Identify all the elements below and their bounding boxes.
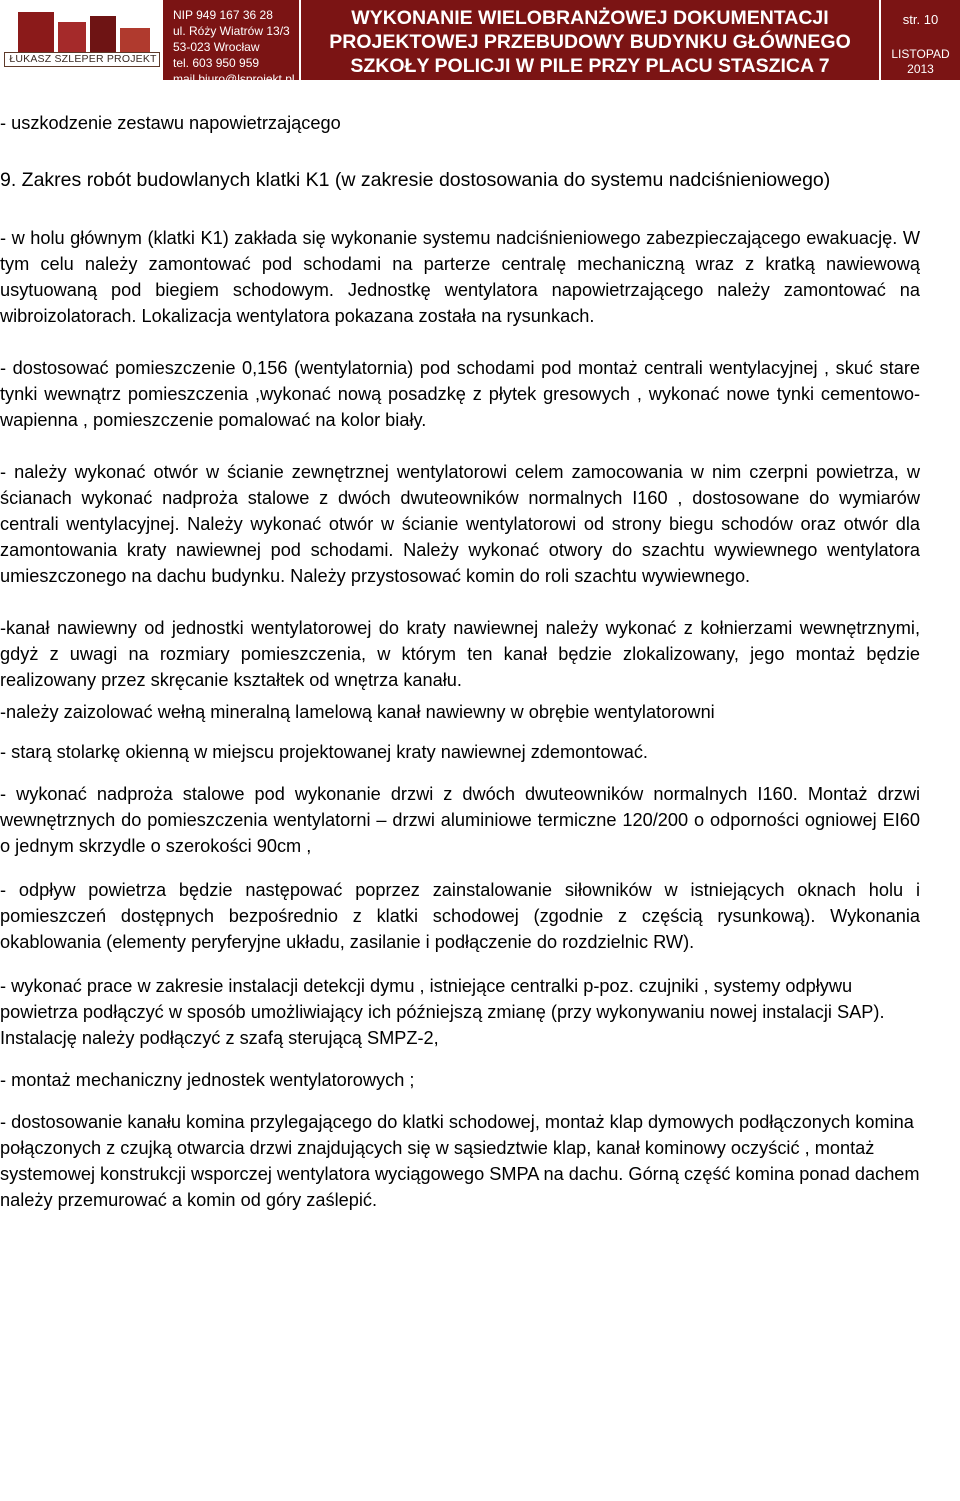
paragraph-window-removal: - starą stolarkę okienną w miejscu projektowanej kraty nawiewnej zdemontować. — [0, 742, 648, 762]
paragraph-fan-room: - dostosować pomieszczenie 0,156 (wentylatornia) pod schodami pod montaż centrali wentylacyjnej , skuć stare tynki wewnątrz pomieszczenia ,wykonać nową posadzkę z płytek gresowych , wykonać nowe tynki cementowo-wapienna , pomieszczenie pomalować na kolor biały. — [0, 358, 920, 430]
page-number: str. 10 — [902, 12, 939, 27]
logo-text: ŁUKASZ SZLEPER PROJEKT — [9, 53, 157, 65]
document-year: 2013 — [907, 62, 934, 76]
page-header — [0, 0, 960, 86]
document-body — [0, 110, 920, 1213]
title-line-2: PROJEKTOWEJ PRZEBUDOWY BUDYNKU GŁÓWNEGO — [329, 31, 851, 53]
contact-email: mail biuro@lsprojekt.pl — [173, 72, 295, 86]
paragraph-door-lintel: - wykonać nadproża stalowe pod wykonanie drzwi z dwóch dwuteowników normalnych I160. Montaż drzwi wewnętrznych do pomieszczenia wentylatorni – drzwi aluminiowe termiczne 120/200 o odporności ogniowej EI60 o jednym skrzydle o szerokości 90cm , — [0, 784, 920, 856]
paragraph-smoke-detection: - wykonać prace w zakresie instalacji detekcji dymu , istniejące centralki p-poz. czujniki , systemy odpływu powietrza podłączyć w sposób umożliwiający ich późniejszą zmianę (przy wykonywaniu nowej instalacji SAP). Instalację należy podłączyć z szafą sterującą SMPZ-2, — [0, 976, 885, 1048]
paragraph-insulation: -należy zaizolować wełną mineralną lamelową kanał nawiewny w obrębie wentylatorowni — [0, 702, 715, 722]
logo-graphic — [12, 8, 156, 58]
paragraph-damage: - uszkodzenie zestawu napowietrzającego — [0, 113, 341, 133]
contact-street: ul. Róży Wiatrów 13/3 — [173, 24, 290, 38]
contact-nip: NIP 949 167 36 28 — [173, 8, 273, 22]
contact-city: 53-023 Wrocław — [173, 40, 260, 54]
document-title — [301, 0, 879, 80]
title-line-3: SZKOŁY POLICJI W PILE PRZY PLACU STASZICA 7 — [350, 55, 830, 77]
section-heading: 9. Zakres robót budowlanych klatki K1 (w zakresie dostosowania do systemu nadciśnieniowego) — [0, 169, 831, 191]
paragraph-wall-opening: - należy wykonać otwór w ścianie zewnętrznej wentylatorowi celem zamocowania w nim czerpni powietrza, w ścianach wykonać nadproża stalowe z dwóch dwuteowników normalnych I160 , dostosowane do wymiarów centrali wentylacyjnej. Należy wykonać otwór w ścianie wentylatorowi od strony biegu schodów oraz otwór dla zamontowania kraty nawiewnej pod schodami. Należy wykonać otwory do szachtu wywiewnego wentylatora umieszczonego na dachu budynku. Należy przystosować komin do roli szachtu wywiewnego. — [0, 462, 920, 586]
contact-phone: tel. 603 950 959 — [173, 56, 260, 70]
paragraph-main-hall: - w holu głównym (klatki K1) zakłada się wykonanie systemu nadciśnieniowego zabezpieczającego ewakuację. W tym celu należy zamontować pod schodami na parterze centralę mechaniczną wraz z kratką nawiewową usytuowaną pod biegiem schodowym. Jednostkę wentylatora napowietrzającego należy zamontować na wibroizolatorach. Lokalizacja wentylatora pokazana została na rysunkach. — [0, 228, 920, 326]
paragraph-fan-mounting: - montaż mechaniczny jednostek wentylatorowych ; — [0, 1070, 415, 1090]
title-line-1: WYKONANIE WIELOBRANŻOWEJ DOKUMENTACJI — [351, 7, 829, 29]
logo-caption — [4, 52, 160, 67]
document-month: LISTOPAD — [891, 47, 950, 61]
paragraph-air-outflow: - odpływ powietrza będzie następować poprzez zainstalowanie siłowników w istniejących oknach holu i pomieszczeń dostępnych bezpośrednio z klatki schodowej (zgodnie z częścią rysunkową). Wykonania okablowania (elementy peryferyjne układu, zasilanie i podłączenie do rozdzielnic RW). — [0, 880, 920, 952]
page-meta — [881, 0, 960, 80]
contact-info — [163, 0, 299, 86]
paragraph-chimney: - dostosowanie kanału komina przylegającego do klatki schodowej, montaż klap dymowych podłączonych komina połączonych z czujką otwarcia drzwi znajdujących się w sąsiedztwie klap, kanał kominowy oczyścić , montaż systemowej konstrukcji wsporczej wentylatora wyciągowego SMPA na dachu. Górną część komina ponad dachem należy przemurować a komin od góry zaślepić. — [0, 1112, 920, 1210]
paragraph-supply-duct: -kanał nawiewny od jednostki wentylatorowej do kraty nawiewnej należy wykonać z kołnierzami wewnętrznymi, gdyż z uwagi na rozmiary pomieszczenia, w którym ten kanał będzie zlokalizowany, jego montaż będzie realizowany przez skręcanie kształtek od wnętrza kanału. — [0, 618, 920, 690]
company-logo — [0, 2, 160, 78]
